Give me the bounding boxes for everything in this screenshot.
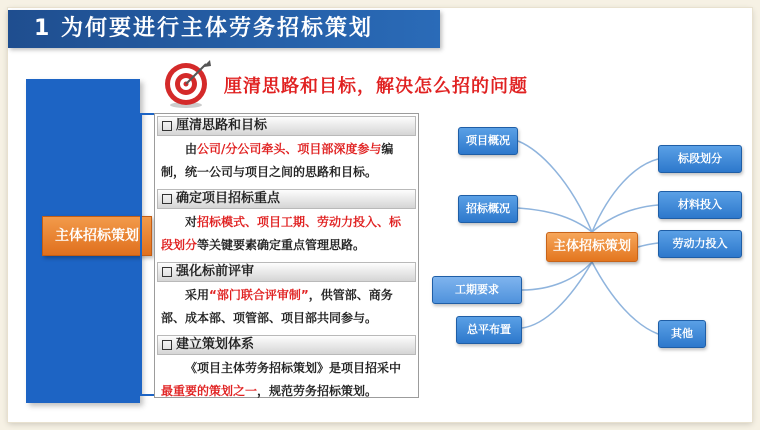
mindmap-center: 主体招标策划 <box>546 232 638 262</box>
section-heading-text: 确定项目招标重点 <box>176 191 281 206</box>
section-body <box>155 136 418 187</box>
section-heading <box>157 189 416 209</box>
checkbox-icon <box>162 340 172 350</box>
mindmap-node-site-layout: 总平布置 <box>456 316 522 344</box>
body-emphasis: 最重要的策划之一 <box>161 384 258 398</box>
mindmap-node-schedule: 工期要求 <box>432 276 522 304</box>
section-body <box>155 355 418 406</box>
body-emphasis: 公司/分公司牵头、项目部深度参与 <box>197 142 382 156</box>
body-text: 编制，统一公司与项目之间的思路和目标。 <box>161 142 394 179</box>
mindmap-node-labor: 劳动力投入 <box>658 230 742 258</box>
main-label: 主体招标策划 <box>42 216 152 256</box>
body-text: ，供管部、商务部、成本部、项管部、项目部共同参与。 <box>161 288 393 325</box>
section-heading <box>157 335 416 355</box>
section-heading-text: 强化标前评审 <box>176 264 255 279</box>
slide-title: 1 为何要进行主体劳务招标策划 <box>8 10 440 48</box>
section-heading-text: 建立策划体系 <box>176 337 255 352</box>
bracket-connector <box>140 113 154 396</box>
section-heading <box>157 116 416 136</box>
section-heading <box>157 262 416 282</box>
section-body <box>155 282 418 333</box>
mindmap-node-materials: 材料投入 <box>658 191 742 219</box>
body-text: 等关键要素确定重点管理思路。 <box>197 238 366 252</box>
checkbox-icon <box>162 267 172 277</box>
mindmap-node-tender-overview: 招标概况 <box>458 195 518 223</box>
mindmap-node-project-overview: 项目概况 <box>458 127 518 155</box>
body-emphasis: 招标模式、项目工期、劳动力投入、标段划分 <box>161 215 402 252</box>
body-text: 《项目主体劳务招标策划》是项目招采中 <box>185 361 402 375</box>
headline: 厘清思路和目标，解决怎么招的问题 <box>224 76 528 97</box>
checkbox-icon <box>162 194 172 204</box>
body-text: 对 <box>185 215 198 229</box>
section-heading-text: 厘清思路和目标 <box>176 118 268 133</box>
mindmap-node-lot-division: 标段划分 <box>658 145 742 173</box>
checkbox-icon <box>162 121 172 131</box>
content-box <box>154 113 419 398</box>
body-emphasis: “部门联合评审制” <box>209 288 309 302</box>
section-body <box>155 209 418 260</box>
target-icon <box>160 58 212 110</box>
body-text: 采用 <box>185 288 210 302</box>
body-text: ，规范劳务招标策划。 <box>257 384 378 398</box>
body-text: 由 <box>185 142 198 156</box>
mindmap-node-other: 其他 <box>658 320 706 348</box>
